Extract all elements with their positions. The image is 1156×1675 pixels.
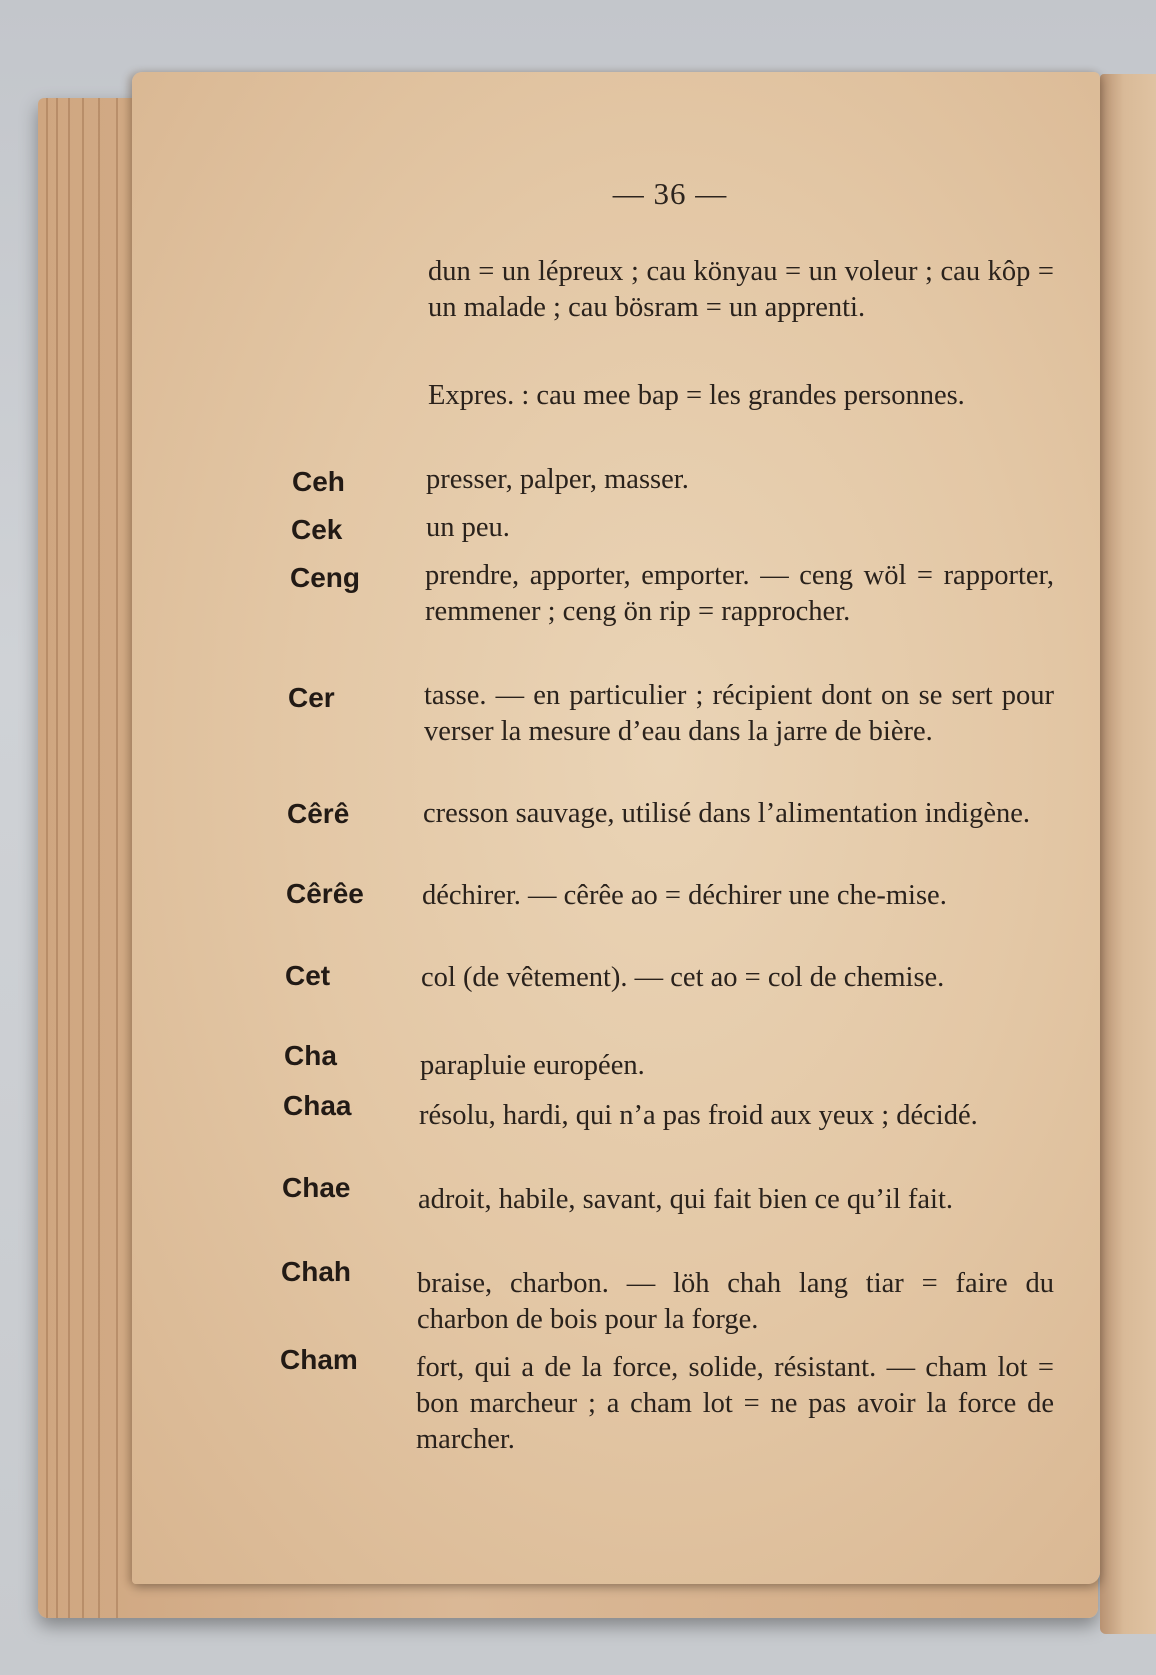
definition: presser, palper, masser. xyxy=(426,464,689,495)
headword: Cek xyxy=(291,514,343,545)
headword: Ceng xyxy=(290,562,360,593)
page-edge xyxy=(68,98,70,1618)
headword: Cer xyxy=(288,682,335,713)
page-edge xyxy=(56,98,58,1618)
expression-text: Expres. : cau mee bap = les grandes personnes. xyxy=(428,380,965,411)
definition: col (de vêtement). — cet ao = col de chemise. xyxy=(421,962,945,993)
page-edge xyxy=(116,98,118,1618)
definition: braise, charbon. — löh chah lang tiar = faire du charbon de bois pour la forge. xyxy=(417,1268,1054,1335)
definition: déchirer. — cêrêe ao = déchirer une che-mise. xyxy=(422,880,947,911)
headword: Cham xyxy=(280,1344,358,1375)
definition: un peu. xyxy=(426,512,510,543)
headword: Chae xyxy=(282,1172,351,1203)
page-number: — 36 — xyxy=(612,176,728,211)
facing-page-edge xyxy=(1100,74,1156,1634)
headword: Cêrêe xyxy=(286,878,364,909)
definition: adroit, habile, savant, qui fait bien ce qu’il fait. xyxy=(418,1184,953,1215)
page-edge xyxy=(82,98,84,1618)
definition: prendre, apporter, emporter. — ceng wöl = rapporter, remmener ; ceng ön rip = rapprocher. xyxy=(425,560,1054,627)
headword: Cet xyxy=(285,960,331,991)
headword: Chah xyxy=(281,1256,351,1287)
headword: Ceh xyxy=(292,466,345,497)
continuation-text: dun = un lépreux ; cau könyau = un voleur ; cau kôp = un malade ; cau bösram = un apprenti. xyxy=(428,256,1054,323)
headword: Cêrê xyxy=(287,798,350,829)
definition: cresson sauvage, utilisé dans l’alimentation indigène. xyxy=(423,798,1031,829)
page-edge xyxy=(46,98,48,1618)
definition: résolu, hardi, qui n’a pas froid aux yeux ; décidé. xyxy=(419,1100,978,1131)
definition: tasse. — en particulier ; récipient dont on se sert pour verser la mesure d’eau dans la jarre de bière. xyxy=(424,680,1054,747)
headword: Chaa xyxy=(283,1090,352,1121)
definition: parapluie européen. xyxy=(420,1050,645,1081)
page-edge xyxy=(98,98,100,1618)
headword: Cha xyxy=(284,1040,337,1071)
definition: fort, qui a de la force, solide, résistant. — cham lot = bon marcheur ; a cham lot = ne pas avoir la force de marcher. xyxy=(416,1352,1054,1455)
